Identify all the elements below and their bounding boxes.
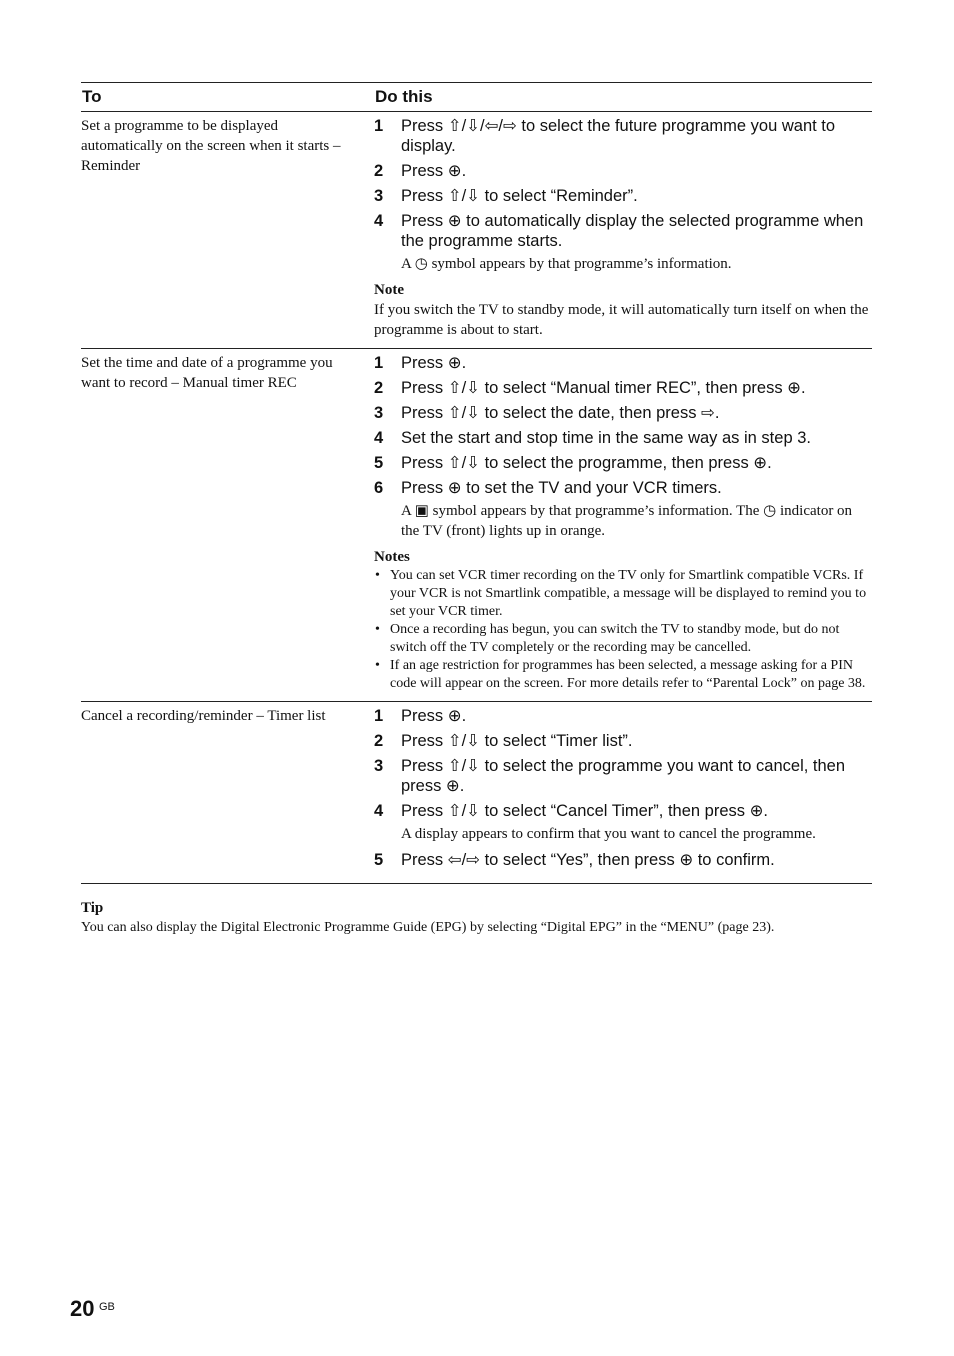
step [374, 211, 872, 251]
step-number: 3 [374, 187, 384, 205]
note-text: If you switch the TV to standby mode, it will automatically turn itself on when the programme is about to start. [374, 302, 869, 338]
step [374, 756, 872, 796]
table-row [81, 702, 872, 884]
row-steps [374, 706, 872, 883]
step [374, 706, 872, 726]
tip-text: You can also display the Digital Electronic Programme Guide (EPG) by selecting “Digital EPG” in the “MENU” (page 23). [81, 920, 775, 935]
step-number: 3 [374, 404, 384, 422]
step-text: Press ⇧/⇩ to select the date, then press ⇨. [401, 404, 720, 422]
page-number: 20 [70, 1296, 95, 1321]
tip-section [81, 898, 881, 938]
step-number: 1 [374, 117, 384, 135]
step [374, 453, 872, 473]
step [374, 116, 872, 156]
step-number: 4 [374, 212, 384, 230]
row-steps [374, 353, 872, 701]
step-text: Press ⇧/⇩ to select “Reminder”. [401, 187, 638, 205]
step-text: Press ⇧/⇩ to select the programme you want to cancel, then press ⊕. [401, 757, 846, 795]
row-task: Cancel a recording/reminder – Timer list [81, 708, 326, 724]
step [374, 478, 872, 498]
step-number: 2 [374, 162, 384, 180]
step-detail: A ▣ symbol appears by that programme’s information. The ◷ indicator on the TV (front) lights up in orange. [401, 503, 853, 539]
step-number: 2 [374, 379, 384, 397]
instruction-table [81, 82, 872, 884]
step [374, 378, 872, 398]
table-header [81, 83, 872, 112]
header-to: To [82, 87, 102, 106]
note-item: • Once a recording has begun, you can switch the TV to standby mode, but do not switch off the TV completely or the recording may be cancelled. [374, 621, 872, 657]
step [374, 428, 872, 448]
step [374, 403, 872, 423]
step-number: 1 [374, 354, 384, 372]
step-text: Press ⊕. [401, 354, 467, 372]
step-text: Press ⇧/⇩ to select “Timer list”. [401, 732, 633, 750]
step-number: 6 [374, 479, 384, 497]
step [374, 731, 872, 751]
step [374, 353, 872, 373]
step-number: 4 [374, 802, 384, 820]
step-text: Press ⇧/⇩/⇦/⇨ to select the future programme you want to display. [401, 117, 836, 155]
table-row [81, 349, 872, 702]
note-heading: Note [374, 282, 404, 298]
notes-heading: Notes [374, 549, 410, 565]
step-text: Press ⇦/⇨ to select “Yes”, then press ⊕ to confirm. [401, 851, 775, 869]
step-text: Press ⇧/⇩ to select “Cancel Timer”, then press ⊕. [401, 802, 769, 820]
row-task: Set the time and date of a programme you want to record – Manual timer REC [81, 355, 333, 391]
step-number: 3 [374, 757, 384, 775]
step [374, 161, 872, 181]
region-code: GB [99, 1301, 115, 1313]
tip-heading: Tip [81, 900, 104, 916]
step-text: Press ⊕. [401, 707, 467, 725]
step-text: Set the start and stop time in the same way as in step 3. [401, 429, 811, 447]
row-task: Set a programme to be displayed automatically on the screen when it starts – Reminder [81, 118, 341, 174]
step [374, 850, 872, 870]
step-detail: A display appears to confirm that you want to cancel the programme. [401, 826, 816, 842]
step-text: Press ⊕ to set the TV and your VCR timers. [401, 479, 722, 497]
step-detail: A ◷ symbol appears by that programme’s information. [401, 256, 732, 272]
row-steps [374, 116, 872, 348]
step-number: 2 [374, 732, 384, 750]
step-text: Press ⊕. [401, 162, 467, 180]
step-number: 5 [374, 851, 384, 869]
step-number: 4 [374, 429, 384, 447]
table-row [81, 112, 872, 349]
step-number: 1 [374, 707, 384, 725]
step-text: Press ⇧/⇩ to select the programme, then press ⊕. [401, 454, 772, 472]
step-number: 5 [374, 454, 384, 472]
step [374, 801, 872, 821]
notes-list [374, 567, 872, 693]
note-item: • If an age restriction for programmes has been selected, a message asking for a PIN code will appear on the screen. For more details refer to “Parental Lock” on page 38. [374, 657, 872, 693]
header-do-this: Do this [375, 87, 433, 106]
step-text: Press ⊕ to automatically display the selected programme when the programme starts. [401, 212, 864, 250]
step-text: Press ⇧/⇩ to select “Manual timer REC”, then press ⊕. [401, 379, 806, 397]
note-item: • You can set VCR timer recording on the TV only for Smartlink compatible VCRs. If your VCR is not Smartlink compatible, a message will be displayed to remind you to set your VCR timer. [374, 567, 872, 621]
step [374, 186, 872, 206]
